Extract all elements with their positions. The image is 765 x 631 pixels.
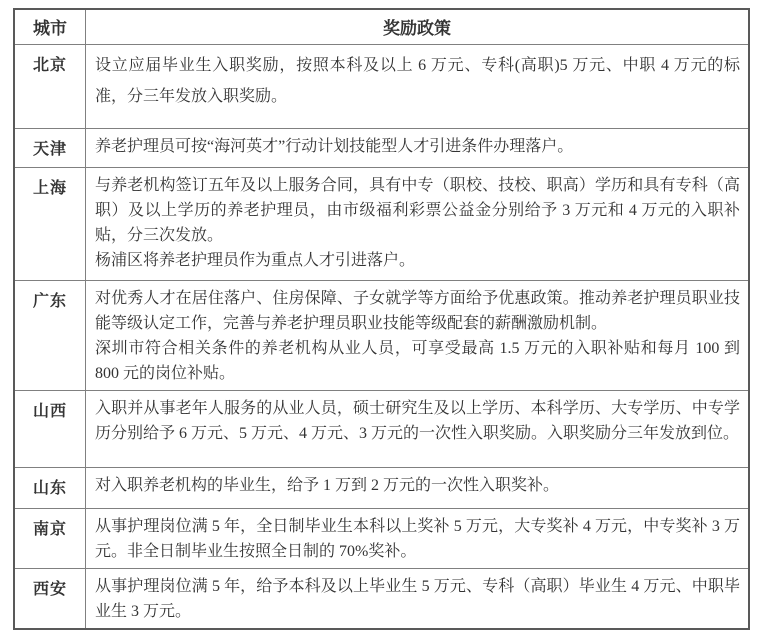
table-row <box>14 390 749 467</box>
policy-cell <box>86 280 750 390</box>
header-cell-policy: 奖励政策 <box>86 9 750 44</box>
header-cell-city: 城市 <box>14 9 86 44</box>
policy-paragraph: 对入职养老机构的毕业生，给予 1 万到 2 万元的一次性入职奖补。 <box>95 476 560 494</box>
city-cell: 西安 <box>14 568 86 629</box>
table-row <box>14 467 749 508</box>
policy-cell <box>86 44 750 128</box>
policy-cell <box>86 167 750 280</box>
table-row <box>14 568 749 629</box>
policy-paragraph: 入职并从事老年人服务的从业人员，硕士研究生及以上学历、本科学历、大专学历、中专学历分别给予 6 万元、5 万元、4 万元、3 万元的一次性入职奖励。入职奖励分三年发放到位。 <box>95 399 740 442</box>
city-cell: 南京 <box>14 508 86 568</box>
policy-cell <box>86 508 750 568</box>
policy-paragraph: 设立应届毕业生入职奖励，按照本科及以上 6 万元、专科(高职)5 万元、中职 4 万元的标准，分三年发放入职奖励。 <box>95 56 740 105</box>
policy-cell <box>86 128 750 167</box>
table-row <box>14 128 749 167</box>
policy-paragraph: 从事护理岗位满 5 年，全日制毕业生本科以上奖补 5 万元，大专奖补 4 万元，中专奖补 3 万元。非全日制毕业生按照全日制的 70%奖补。 <box>95 517 740 560</box>
policy-paragraph: 与养老机构签订五年及以上服务合同，具有中专（职校、技校、职高）学历和具有专科（高职）及以上学历的养老护理员，由市级福利彩票公益金分别给予 3 万元和 4 万元的入职补贴，分三次发放。 <box>95 176 740 244</box>
table-header <box>14 9 749 44</box>
city-cell: 山西 <box>14 390 86 467</box>
city-cell: 上海 <box>14 167 86 280</box>
header-row <box>14 9 749 44</box>
policy-paragraph: 从事护理岗位满 5 年，给予本科及以上毕业生 5 万元、专科（高职）毕业生 4 万元、中职毕业生 3 万元。 <box>95 577 740 620</box>
policy-cell <box>86 467 750 508</box>
city-policy-table <box>13 8 750 630</box>
table-row <box>14 280 749 390</box>
city-cell: 北京 <box>14 44 86 128</box>
policy-paragraph: 杨浦区将养老护理员作为重点人才引进落户。 <box>95 251 416 269</box>
table-body <box>14 44 749 629</box>
city-cell: 天津 <box>14 128 86 167</box>
city-cell: 山东 <box>14 467 86 508</box>
policy-cell <box>86 568 750 629</box>
policy-paragraph: 对优秀人才在居住落户、住房保障、子女就学等方面给予优惠政策。推动养老护理员职业技能等级认定工作，完善与养老护理员职业技能等级配套的薪酬激励机制。 <box>95 289 740 332</box>
table-row <box>14 167 749 280</box>
table-row <box>14 508 749 568</box>
policy-paragraph: 养老护理员可按“海河英才”行动计划技能型人才引进条件办理落户。 <box>95 137 574 155</box>
policy-cell <box>86 390 750 467</box>
table-row <box>14 44 749 128</box>
city-cell: 广东 <box>14 280 86 390</box>
policy-paragraph: 深圳市符合相关条件的养老机构从业人员，可享受最高 1.5 万元的入职补贴和每月 100 到 800 元的岗位补贴。 <box>95 339 740 382</box>
